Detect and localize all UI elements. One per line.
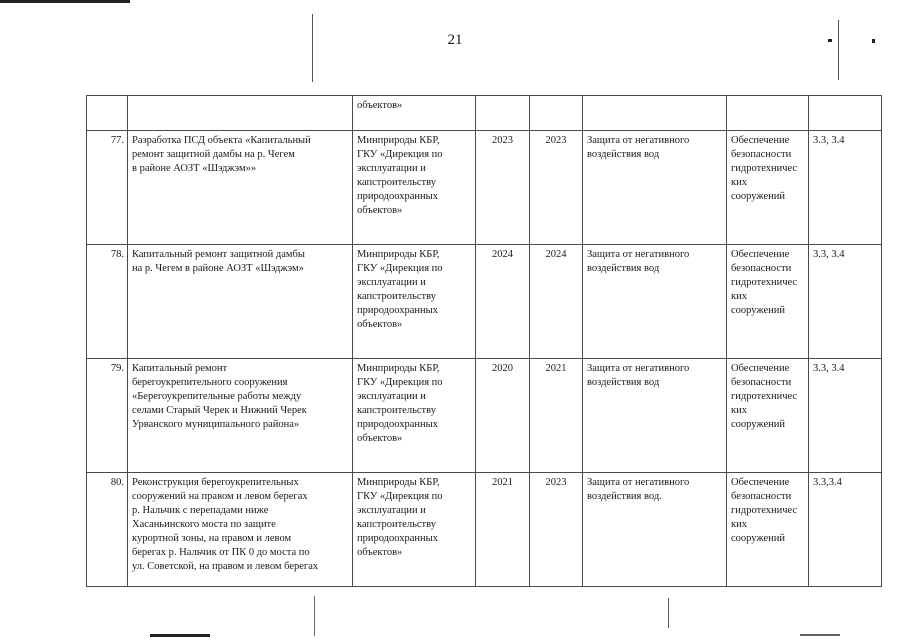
table-row-continuation	[87, 96, 882, 131]
cell-year-start	[476, 96, 530, 131]
cell-year-start: 2021	[476, 473, 530, 587]
table-row	[87, 359, 882, 473]
cell-executor: объектов»	[353, 96, 476, 131]
scan-mark-top-left	[0, 0, 130, 3]
cell-num: 79.	[87, 359, 128, 473]
cell-goal: Защита от негативного воздействия вод	[583, 131, 727, 245]
cell-num: 80.	[87, 473, 128, 587]
table-row	[87, 245, 882, 359]
cell-indicators	[809, 96, 882, 131]
cell-goal: Защита от негативного воздействия вод	[583, 245, 727, 359]
scan-mark-vertical-mid-bottom	[314, 596, 315, 636]
measures-table	[86, 95, 882, 587]
cell-executor: Минприроды КБР, ГКУ «Дирекция по эксплуатации и капстроительству природоохранных объектов»	[353, 245, 476, 359]
cell-task: Обеспечение безопасности гидротехничес ких сооружений	[727, 131, 809, 245]
scan-mark-dot-far-right	[872, 39, 875, 43]
scan-mark-vertical-bottom	[668, 598, 669, 628]
cell-year-end: 2023	[530, 473, 583, 587]
cell-indicators: 3.3, 3.4	[809, 245, 882, 359]
cell-name: Разработка ПСД объекта «Капитальный ремонт защитной дамбы на р. Чегем в районе АОЗТ «Шэджэм»»	[128, 131, 353, 245]
cell-name	[128, 96, 353, 131]
scan-mark-vertical-top	[312, 14, 313, 82]
cell-goal	[583, 96, 727, 131]
cell-name: Капитальный ремонт берегоукрепительного сооружения «Берегоукрепительные работы между селами Старый Черек и Нижний Черек Урванского муниципального района»	[128, 359, 353, 473]
cell-name: Капитальный ремонт защитной дамбы на р. Чегем в районе АОЗТ «Шэджэм»	[128, 245, 353, 359]
cell-executor: Минприроды КБР, ГКУ «Дирекция по эксплуатации и капстроительству природоохранных объектов»	[353, 473, 476, 587]
cell-num	[87, 96, 128, 131]
cell-name: Реконструкция берегоукрепительных сооружений на правом и левом берегах р. Нальчик с перепадами ниже Хасаньинского моста по защите курортной зоны, на правом и левом берегах р. Нальчик от ПК 0 до моста по ул. Советской, на правом и левом берегах	[128, 473, 353, 587]
scan-mark-bottom-right	[800, 634, 840, 636]
cell-year-end: 2024	[530, 245, 583, 359]
cell-year-end: 2023	[530, 131, 583, 245]
scan-mark-vertical-right	[838, 20, 839, 80]
cell-task: Обеспечение безопасности гидротехничес ких сооружений	[727, 359, 809, 473]
page-number: 21	[447, 32, 463, 48]
cell-indicators: 3.3,3.4	[809, 473, 882, 587]
cell-indicators: 3.3, 3.4	[809, 359, 882, 473]
cell-year-start: 2020	[476, 359, 530, 473]
cell-goal: Защита от негативного воздействия вод	[583, 359, 727, 473]
table-row	[87, 131, 882, 245]
scan-mark-dot-right	[828, 39, 832, 42]
cell-indicators: 3.3, 3.4	[809, 131, 882, 245]
cell-goal: Защита от негативного воздействия вод.	[583, 473, 727, 587]
cell-num: 78.	[87, 245, 128, 359]
cell-year-start: 2024	[476, 245, 530, 359]
cell-task	[727, 96, 809, 131]
cell-executor: Минприроды КБР, ГКУ «Дирекция по эксплуатации и капстроительству природоохранных объектов»	[353, 359, 476, 473]
cell-year-start: 2023	[476, 131, 530, 245]
scan-mark-bottom-left	[150, 634, 210, 637]
cell-year-end	[530, 96, 583, 131]
cell-task: Обеспечение безопасности гидротехничес ких сооружений	[727, 473, 809, 587]
cell-num: 77.	[87, 131, 128, 245]
cell-year-end: 2021	[530, 359, 583, 473]
cell-task: Обеспечение безопасности гидротехничес ких сооружений	[727, 245, 809, 359]
cell-executor: Минприроды КБР, ГКУ «Дирекция по эксплуатации и капстроительству природоохранных объектов»	[353, 131, 476, 245]
table-row	[87, 473, 882, 587]
